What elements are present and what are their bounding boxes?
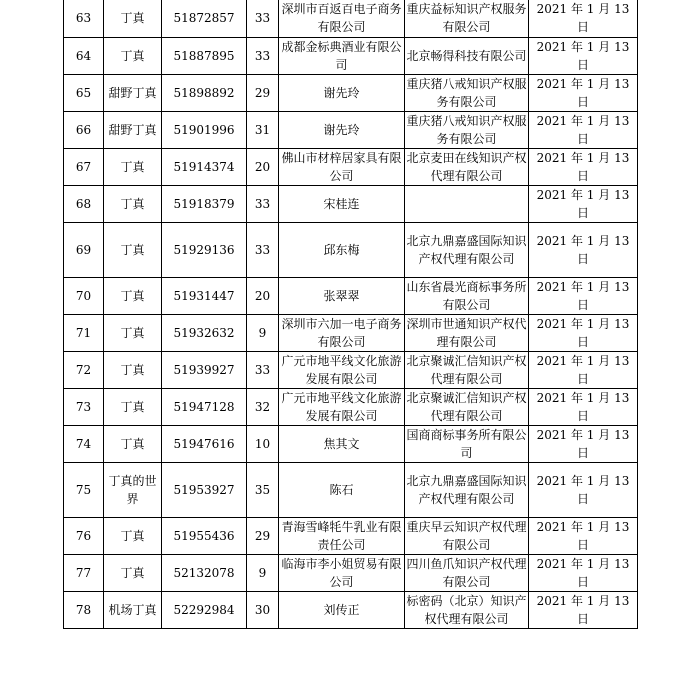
date-cell: 2021 年 1 月 13 日 [529, 425, 638, 462]
registration-number-cell: 51914374 [162, 148, 247, 185]
table-row [64, 517, 638, 554]
applicant-name-cell: 佛山市材梓居家具有限公司 [279, 148, 405, 185]
class-number-cell: 9 [247, 314, 279, 351]
trademark-name-cell: 丁真 [104, 277, 162, 314]
row-number-cell: 71 [64, 314, 104, 351]
trademark-name-cell: 丁真 [104, 351, 162, 388]
class-number-cell: 33 [247, 37, 279, 74]
date-cell: 2021 年 1 月 13 日 [529, 554, 638, 591]
class-number-cell: 33 [247, 185, 279, 222]
class-number-cell: 33 [247, 0, 279, 37]
class-number-cell: 10 [247, 425, 279, 462]
date-cell: 2021 年 1 月 13 日 [529, 277, 638, 314]
agent-name-cell: 北京九鼎嘉盛国际知识产权代理有限公司 [405, 462, 529, 517]
table-row [64, 222, 638, 277]
registration-number-cell: 52292984 [162, 591, 247, 628]
date-cell: 2021 年 1 月 13 日 [529, 591, 638, 628]
row-number-cell: 66 [64, 111, 104, 148]
trademark-name-cell: 丁真 [104, 185, 162, 222]
class-number-cell: 20 [247, 148, 279, 185]
registration-number-cell: 51929136 [162, 222, 247, 277]
class-number-cell: 29 [247, 517, 279, 554]
applicant-name-cell: 谢先玲 [279, 111, 405, 148]
applicant-name-cell: 深圳市百返百电子商务有限公司 [279, 0, 405, 37]
date-cell: 2021 年 1 月 13 日 [529, 185, 638, 222]
agent-name-cell: 标密码（北京）知识产权代理有限公司 [405, 591, 529, 628]
table-row [64, 37, 638, 74]
agent-name-cell: 重庆益标知识产权服务有限公司 [405, 0, 529, 37]
class-number-cell: 35 [247, 462, 279, 517]
table-row [64, 314, 638, 351]
agent-name-cell: 深圳市世通知识产权代理有限公司 [405, 314, 529, 351]
class-number-cell: 9 [247, 554, 279, 591]
row-number-cell: 76 [64, 517, 104, 554]
row-number-cell: 70 [64, 277, 104, 314]
table-row [64, 388, 638, 425]
row-number-cell: 77 [64, 554, 104, 591]
agent-name-cell: 北京聚诚汇信知识产权代理有限公司 [405, 351, 529, 388]
agent-name-cell: 重庆猪八戒知识产权服务有限公司 [405, 111, 529, 148]
class-number-cell: 20 [247, 277, 279, 314]
class-number-cell: 29 [247, 74, 279, 111]
trademark-name-cell: 丁真 [104, 148, 162, 185]
applicant-name-cell: 张翠翠 [279, 277, 405, 314]
applicant-name-cell: 广元市地平线文化旅游发展有限公司 [279, 388, 405, 425]
trademark-name-cell: 丁真 [104, 314, 162, 351]
registration-number-cell: 51953927 [162, 462, 247, 517]
table-row [64, 462, 638, 517]
date-cell: 2021 年 1 月 13 日 [529, 74, 638, 111]
agent-name-cell: 重庆早云知识产权代理有限公司 [405, 517, 529, 554]
registration-number-cell: 51887895 [162, 37, 247, 74]
registration-number-cell: 51939927 [162, 351, 247, 388]
agent-name-cell: 北京聚诚汇信知识产权代理有限公司 [405, 388, 529, 425]
date-cell: 2021 年 1 月 13 日 [529, 0, 638, 37]
date-cell: 2021 年 1 月 13 日 [529, 148, 638, 185]
date-cell: 2021 年 1 月 13 日 [529, 222, 638, 277]
registration-number-cell: 51947616 [162, 425, 247, 462]
class-number-cell: 33 [247, 222, 279, 277]
table-row [64, 554, 638, 591]
date-cell: 2021 年 1 月 13 日 [529, 111, 638, 148]
table-row [64, 148, 638, 185]
trademark-name-cell: 甜野丁真 [104, 74, 162, 111]
class-number-cell: 31 [247, 111, 279, 148]
row-number-cell: 78 [64, 591, 104, 628]
row-number-cell: 67 [64, 148, 104, 185]
table-row [64, 591, 638, 628]
registration-number-cell: 51955436 [162, 517, 247, 554]
agent-name-cell: 山东省晨光商标事务所有限公司 [405, 277, 529, 314]
class-number-cell: 30 [247, 591, 279, 628]
trademark-name-cell: 机场丁真 [104, 591, 162, 628]
applicant-name-cell: 深圳市六加一电子商务有限公司 [279, 314, 405, 351]
row-number-cell: 75 [64, 462, 104, 517]
registration-number-cell: 51901996 [162, 111, 247, 148]
trademark-name-cell: 丁真 [104, 222, 162, 277]
trademark-name-cell: 丁真 [104, 388, 162, 425]
date-cell: 2021 年 1 月 13 日 [529, 517, 638, 554]
applicant-name-cell: 谢先玲 [279, 74, 405, 111]
applicant-name-cell: 临海市李小姐贸易有限公司 [279, 554, 405, 591]
agent-name-cell [405, 185, 529, 222]
date-cell: 2021 年 1 月 13 日 [529, 314, 638, 351]
row-number-cell: 65 [64, 74, 104, 111]
agent-name-cell: 北京畅得科技有限公司 [405, 37, 529, 74]
row-number-cell: 73 [64, 388, 104, 425]
row-number-cell: 68 [64, 185, 104, 222]
registration-number-cell: 51932632 [162, 314, 247, 351]
table-row [64, 111, 638, 148]
applicant-name-cell: 焦其文 [279, 425, 405, 462]
applicant-name-cell: 刘传正 [279, 591, 405, 628]
date-cell: 2021 年 1 月 13 日 [529, 37, 638, 74]
row-number-cell: 69 [64, 222, 104, 277]
row-number-cell: 63 [64, 0, 104, 37]
date-cell: 2021 年 1 月 13 日 [529, 388, 638, 425]
class-number-cell: 32 [247, 388, 279, 425]
table-body [64, 0, 638, 628]
applicant-name-cell: 广元市地平线文化旅游发展有限公司 [279, 351, 405, 388]
trademark-name-cell: 丁真的世界 [104, 462, 162, 517]
registration-number-cell: 51898892 [162, 74, 247, 111]
trademark-name-cell: 丁真 [104, 37, 162, 74]
row-number-cell: 74 [64, 425, 104, 462]
trademark-name-cell: 丁真 [104, 425, 162, 462]
trademark-name-cell: 丁真 [104, 554, 162, 591]
applicant-name-cell: 邱东梅 [279, 222, 405, 277]
date-cell: 2021 年 1 月 13 日 [529, 351, 638, 388]
agent-name-cell: 北京九鼎嘉盛国际知识产权代理有限公司 [405, 222, 529, 277]
table-row [64, 185, 638, 222]
applicant-name-cell: 宋桂连 [279, 185, 405, 222]
registration-number-cell: 51872857 [162, 0, 247, 37]
applicant-name-cell: 陈石 [279, 462, 405, 517]
registration-number-cell: 51947128 [162, 388, 247, 425]
agent-name-cell: 北京麦田在线知识产权代理有限公司 [405, 148, 529, 185]
table-row [64, 74, 638, 111]
registration-number-cell: 51931447 [162, 277, 247, 314]
registration-number-cell: 51918379 [162, 185, 247, 222]
trademark-name-cell: 丁真 [104, 0, 162, 37]
applicant-name-cell: 成都金标典酒业有限公司 [279, 37, 405, 74]
row-number-cell: 72 [64, 351, 104, 388]
date-cell: 2021 年 1 月 13 日 [529, 462, 638, 517]
applicant-name-cell: 青海雪峰牦牛乳业有限责任公司 [279, 517, 405, 554]
row-number-cell: 64 [64, 37, 104, 74]
agent-name-cell: 国商商标事务所有限公司 [405, 425, 529, 462]
agent-name-cell: 四川鱼爪知识产权代理有限公司 [405, 554, 529, 591]
class-number-cell: 33 [247, 351, 279, 388]
trademark-table [63, 0, 638, 629]
trademark-name-cell: 甜野丁真 [104, 111, 162, 148]
table-row [64, 277, 638, 314]
table-row [64, 351, 638, 388]
agent-name-cell: 重庆猪八戒知识产权服务有限公司 [405, 74, 529, 111]
registration-number-cell: 52132078 [162, 554, 247, 591]
table-row [64, 425, 638, 462]
table-row [64, 0, 638, 37]
trademark-name-cell: 丁真 [104, 517, 162, 554]
